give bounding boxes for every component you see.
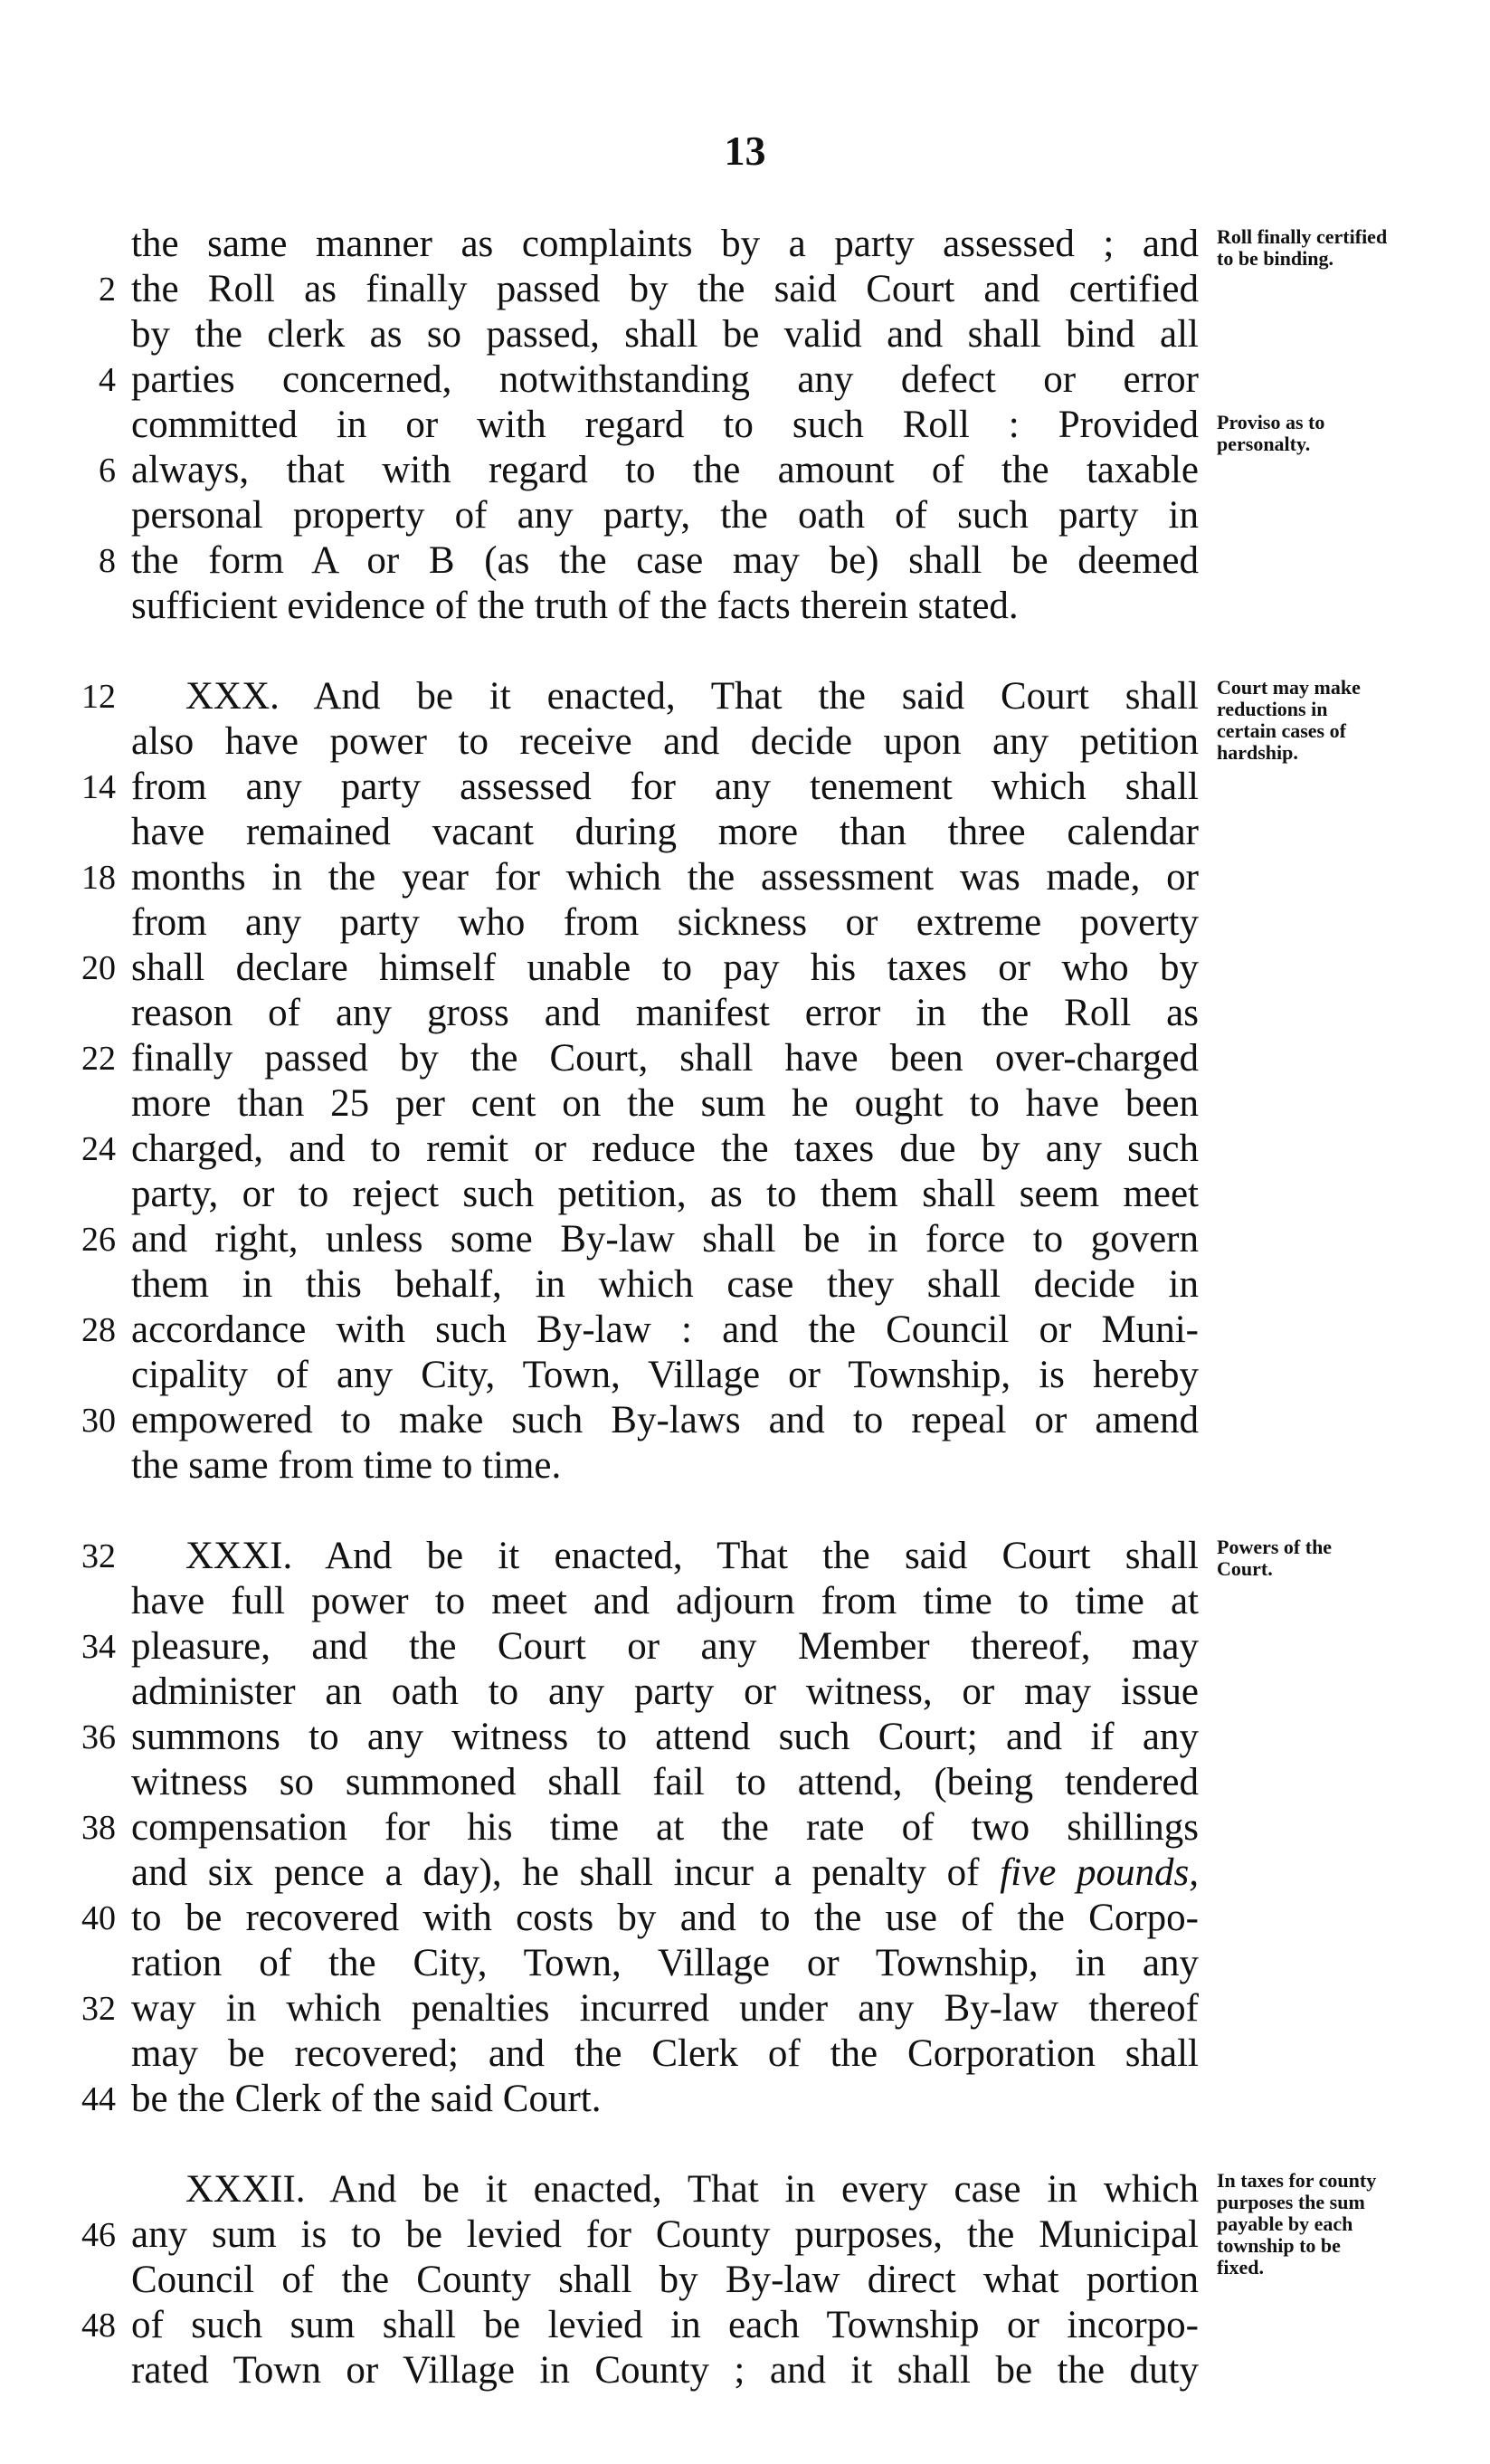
text-line: way in which penalties incurred under any By-law thereof bbox=[131, 1987, 1199, 2030]
text-line: have full power to meet and adjourn from time to time at bbox=[131, 1580, 1199, 1622]
text-line: cipality of any City, Town, Village or Township, is hereby bbox=[131, 1354, 1199, 1396]
line-number: 32 bbox=[81, 1990, 116, 2028]
line-number: 32 bbox=[81, 1537, 116, 1575]
text-line: compensation for his time at the rate of two shillings bbox=[131, 1806, 1199, 1849]
line-number: 36 bbox=[81, 1718, 116, 1756]
line-number: 26 bbox=[81, 1221, 116, 1259]
line-number: 34 bbox=[81, 1628, 116, 1666]
text-line: months in the year for which the assessment was made, or bbox=[131, 856, 1199, 899]
line-number: 40 bbox=[81, 1899, 116, 1937]
text-line-content: and six pence a day), he shall incur a penalty of bbox=[131, 1851, 980, 1894]
line-number: 22 bbox=[81, 1040, 116, 1078]
text-line: be the Clerk of the said Court. bbox=[131, 2078, 602, 2120]
margin-note: Roll finally certified to be binding. bbox=[1217, 225, 1388, 270]
text-line: and right, unless some By-law shall be in force to govern bbox=[131, 1218, 1199, 1261]
text-line bbox=[131, 1850, 1199, 1896]
text-line: party, or to reject such petition, as to them shall seem meet bbox=[131, 1173, 1199, 1215]
text-line: from any party who from sickness or extreme poverty bbox=[131, 901, 1199, 944]
margin-note: In taxes for county purposes the sum payable by each township to be fixed. bbox=[1217, 2169, 1377, 2278]
text-line: the form A or B (as the case may be) shall be deemed bbox=[131, 539, 1199, 582]
text-line: parties concerned, notwithstanding any defect or error bbox=[131, 358, 1199, 401]
text-line: by the clerk as so passed, shall be valid and shall bind all bbox=[131, 313, 1199, 356]
text-line: Council of the County shall by By-law direct what portion bbox=[131, 2259, 1199, 2301]
text-line: witness so summoned shall fail to attend, (being tendered bbox=[131, 1761, 1199, 1803]
text-line: the Roll as finally passed by the said Court and certified bbox=[131, 268, 1199, 310]
text-line-content: And be it enacted, That the said Court shall bbox=[325, 1535, 1199, 1577]
line-number: 46 bbox=[81, 2216, 116, 2254]
text-line: may be recovered; and the Clerk of the Corporation shall bbox=[131, 2032, 1199, 2075]
line-number: 18 bbox=[81, 859, 116, 897]
text-line: finally passed by the Court, shall have been over-charged bbox=[131, 1037, 1199, 1080]
line-number: 12 bbox=[81, 678, 116, 716]
line-number: 6 bbox=[99, 452, 116, 490]
text-line: personal property of any party, the oath of such party in bbox=[131, 494, 1199, 537]
text-line: to be recovered with costs by and to the use of the Corpo- bbox=[131, 1897, 1199, 1939]
line-number: 28 bbox=[81, 1311, 116, 1349]
section-heading: XXXII. bbox=[185, 2168, 306, 2211]
line-number: 38 bbox=[81, 1809, 116, 1847]
section-heading: XXX. bbox=[185, 675, 280, 718]
text-line: committed in or with regard to such Roll : Provided bbox=[131, 404, 1199, 446]
penalty-amount: five pounds, bbox=[1000, 1851, 1199, 1894]
text-line: from any party assessed for any tenement which shall bbox=[131, 766, 1199, 808]
text-line: have remained vacant during more than three calendar bbox=[131, 811, 1199, 853]
text-line: sufficient evidence of the truth of the facts therein stated. bbox=[131, 585, 1019, 627]
page-number: 13 bbox=[724, 128, 766, 174]
text-line: empowered to make such By-laws and to repeal or amend bbox=[131, 1399, 1199, 1441]
line-number: 24 bbox=[81, 1130, 116, 1168]
line-number: 20 bbox=[81, 949, 116, 987]
text-line: administer an oath to any party or witness, or may issue bbox=[131, 1670, 1199, 1713]
line-number: 44 bbox=[81, 2080, 116, 2118]
line-number: 30 bbox=[81, 1402, 116, 1440]
margin-note: Powers of the Court. bbox=[1217, 1536, 1333, 1580]
line-number: 4 bbox=[99, 361, 116, 399]
line-number: 48 bbox=[81, 2307, 116, 2345]
text-line bbox=[131, 1534, 1199, 1579]
text-line: ration of the City, Town, Village or Township, in any bbox=[131, 1942, 1199, 1984]
text-line-content: And be it enacted, That in every case in which bbox=[329, 2168, 1199, 2211]
text-line: shall declare himself unable to pay his taxes or who by bbox=[131, 947, 1199, 989]
text-line: always, that with regard to the amount of the taxable bbox=[131, 449, 1199, 491]
margin-note: Proviso as to personalty. bbox=[1217, 411, 1325, 455]
text-line: rated Town or Village in County ; and it shall be the duty bbox=[131, 2349, 1199, 2392]
text-line bbox=[131, 2167, 1199, 2212]
line-number: 2 bbox=[99, 271, 116, 309]
text-line: them in this behalf, in which case they shall decide in bbox=[131, 1263, 1199, 1306]
text-line bbox=[131, 674, 1199, 719]
text-line-content: And be it enacted, That the said Court shall bbox=[313, 675, 1199, 718]
text-line: the same from time to time. bbox=[131, 1444, 562, 1487]
line-number: 8 bbox=[99, 542, 116, 580]
text-line: more than 25 per cent on the sum he ought to have been bbox=[131, 1082, 1199, 1125]
section-heading: XXXI. bbox=[185, 1535, 293, 1577]
text-line: of such sum shall be levied in each Township or incorpo- bbox=[131, 2304, 1199, 2346]
margin-note: Court may make reductions in certain cases of hardship. bbox=[1217, 676, 1361, 764]
text-line: accordance with such By-law : and the Council or Muni- bbox=[131, 1308, 1199, 1351]
text-line: also have power to receive and decide upon any petition bbox=[131, 720, 1199, 763]
text-line: summons to any witness to attend such Court; and if any bbox=[131, 1716, 1199, 1758]
text-line: pleasure, and the Court or any Member thereof, may bbox=[131, 1625, 1199, 1668]
text-line: the same manner as complaints by a party assessed ; and bbox=[131, 223, 1199, 265]
text-line: charged, and to remit or reduce the taxes due by any such bbox=[131, 1127, 1199, 1170]
text-line: reason of any gross and manifest error in the Roll as bbox=[131, 992, 1199, 1034]
text-line: any sum is to be levied for County purposes, the Municipal bbox=[131, 2213, 1199, 2256]
line-number: 14 bbox=[81, 768, 116, 806]
